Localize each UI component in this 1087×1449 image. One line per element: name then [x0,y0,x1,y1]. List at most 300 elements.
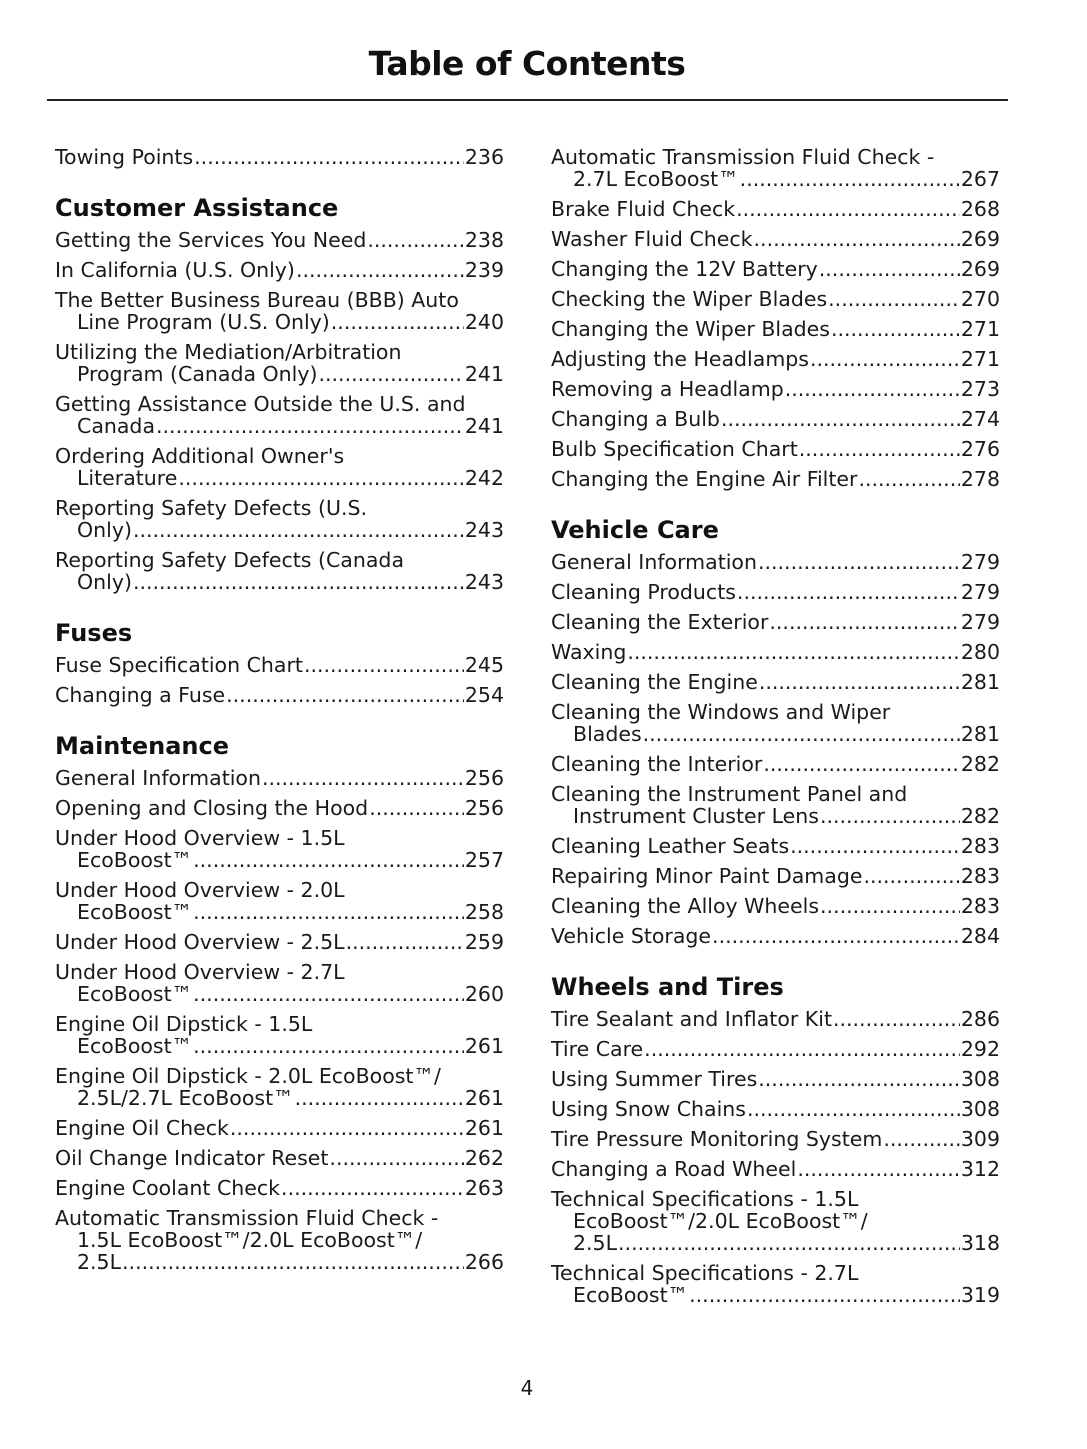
toc-entry[interactable] [55,767,504,789]
toc-entry-title: Tire Sealant and Inflator Kit [551,1007,832,1031]
toc-entry-line [551,228,1000,250]
toc-column-left [55,146,504,1281]
toc-entry[interactable] [55,289,504,333]
toc-entry-title: Reporting Safety Defects (U.S. [55,496,368,520]
dot-leader [799,438,960,460]
toc-entry-title: General Information [551,550,757,574]
toc-entry-page: 308 [960,1067,1000,1091]
toc-entry-page: 281 [960,722,1000,746]
toc-entry-line [55,1035,504,1057]
dot-leader [319,363,464,385]
toc-entry[interactable] [551,228,1000,250]
toc-entry[interactable] [551,551,1000,573]
toc-entry[interactable] [551,701,1000,745]
toc-entry-line [55,684,504,706]
section-heading: Fuses [55,619,133,647]
toc-entry[interactable] [551,1262,1000,1306]
toc-entry[interactable] [551,1008,1000,1030]
toc-entry-line [55,1117,504,1139]
toc-entry-line [551,258,1000,280]
toc-entry-page: 309 [960,1127,1000,1151]
toc-section [55,146,504,168]
toc-entry-line [551,723,1000,745]
dot-leader [194,146,464,168]
toc-entry-line [55,341,504,363]
dot-leader [797,1158,960,1180]
dot-leader [790,835,960,857]
toc-entry-line [55,901,504,923]
toc-entry-title: Cleaning the Instrument Panel and [551,782,908,806]
toc-entry[interactable] [551,1188,1000,1254]
toc-entry-title: Changing the Engine Air Filter [551,467,858,491]
toc-section [551,516,1000,947]
toc-entry-title: Program (Canada Only) [77,362,318,386]
toc-entry-page: 243 [464,518,504,542]
toc-entry-line [55,393,504,415]
toc-entry-page: 259 [464,930,504,954]
toc-entry[interactable] [551,258,1000,280]
toc-entry-title: Opening and Closing the Hood [55,796,369,820]
toc-entry-page: 281 [960,670,1000,694]
toc-entry[interactable] [551,438,1000,460]
toc-entry-line [55,519,504,541]
toc-entry-line [55,363,504,385]
toc-entry-title: Adjusting the Headlamps [551,347,809,371]
toc-entry[interactable] [55,961,504,1005]
toc-entry-page: 256 [464,766,504,790]
toc-entry[interactable] [551,1158,1000,1180]
dot-leader [369,797,464,819]
toc-entry[interactable] [55,341,504,385]
toc-entry-title: Engine Oil Dipstick - 1.5L [55,1012,313,1036]
toc-entry[interactable] [55,654,504,676]
toc-entry-line [551,1098,1000,1120]
dot-leader [329,1147,463,1169]
toc-entry-title: 2.5L [573,1231,618,1255]
toc-entry[interactable] [551,348,1000,370]
toc-entry-line [551,701,1000,723]
dot-leader [721,408,960,430]
toc-entry[interactable] [551,408,1000,430]
toc-entry[interactable] [55,445,504,489]
toc-entry-title: 2.5L [77,1250,122,1274]
toc-entry-title: Getting Assistance Outside the U.S. and [55,392,466,416]
dot-leader [133,571,464,593]
toc-entry-line [551,611,1000,633]
page-number: 4 [520,1376,534,1400]
toc-entry[interactable] [55,393,504,437]
toc-entry-page: 245 [464,653,504,677]
toc-entry-title: Vehicle Storage [551,924,712,948]
toc-section [55,732,504,1273]
dot-leader [833,1008,960,1030]
toc-entry-title: Changing the Wiper Blades [551,317,830,341]
toc-entry-page: 254 [464,683,504,707]
toc-entry-line [551,288,1000,310]
toc-entry-title: General Information [55,766,261,790]
toc-entry-title: Cleaning Products [551,580,736,604]
dot-leader [754,228,960,250]
toc-entry-page: 267 [960,167,1000,191]
toc-entry-title: Washer Fluid Check [551,227,753,251]
toc-entry[interactable] [551,1098,1000,1120]
toc-entry-title: EcoBoost™ [77,982,193,1006]
toc-entry-page: 273 [960,377,1000,401]
toc-entry-line [55,1147,504,1169]
toc-entry-title: EcoBoost™ [573,1283,689,1307]
toc-entry-title: Using Summer Tires [551,1067,758,1091]
toc-entry-title: Engine Oil Dipstick - 2.0L EcoBoost™/ [55,1064,441,1088]
toc-entry-page: 283 [960,894,1000,918]
toc-entry-page: 274 [960,407,1000,431]
toc-entry[interactable] [551,611,1000,633]
toc-entry[interactable] [551,468,1000,490]
toc-entry-page: 284 [960,924,1000,948]
toc-entry-line [55,827,504,849]
toc-entry-line [55,931,504,953]
toc-entry-page: 263 [464,1176,504,1200]
dot-leader [785,378,960,400]
toc-entry-page: 266 [464,1250,504,1274]
toc-entry[interactable] [551,895,1000,917]
toc-entry-title: Cleaning Leather Seats [551,834,790,858]
dot-leader [758,1068,960,1090]
toc-entry-page: 269 [960,257,1000,281]
toc-entry-line [55,654,504,676]
toc-entry-page: 318 [960,1231,1000,1255]
toc-entry-page: 241 [464,414,504,438]
toc-entry-line [55,549,504,571]
toc-entry-title: Canada [77,414,156,438]
toc-entry[interactable] [551,671,1000,693]
toc-entry-title: 1.5L EcoBoost™/2.0L EcoBoost™/ [77,1228,423,1252]
toc-entry-page: 280 [960,640,1000,664]
toc-entry[interactable] [55,931,504,953]
toc-entry-title: 2.7L EcoBoost™ [573,167,739,191]
toc-entry-page: 261 [464,1116,504,1140]
toc-entry-line [55,497,504,519]
toc-entry-page: 239 [464,258,504,282]
toc-entry-title: Ordering Additional Owner's [55,444,345,468]
toc-entry-title: Technical Specifications - 1.5L [551,1187,859,1211]
toc-entry-line [55,1087,504,1109]
toc-entry-title: Cleaning the Alloy Wheels [551,894,820,918]
dot-leader [156,415,464,437]
toc-section [551,146,1000,490]
toc-entry-title: Under Hood Overview - 2.7L [55,960,345,984]
toc-entry-line [551,1158,1000,1180]
toc-entry[interactable] [551,783,1000,827]
toc-entry-title: Line Program (U.S. Only) [77,310,330,334]
toc-entry-title: Cleaning the Interior [551,752,763,776]
toc-entry[interactable] [551,835,1000,857]
toc-entry[interactable] [55,797,504,819]
toc-entry-line [55,879,504,901]
toc-entry-title: Using Snow Chains [551,1097,746,1121]
dot-leader [819,258,960,280]
toc-entry-title: 2.5L/2.7L EcoBoost™ [77,1086,294,1110]
toc-entry[interactable] [551,1038,1000,1060]
toc-entry[interactable] [551,925,1000,947]
dot-leader [858,468,959,490]
toc-entry-title: Instrument Cluster Lens [573,804,819,828]
toc-entry-line [551,1008,1000,1030]
toc-entry-line [551,408,1000,430]
toc-entry-line [551,551,1000,573]
toc-entry-line [55,229,504,251]
toc-entry-title: Automatic Transmission Fluid Check - [551,145,935,169]
toc-entry-title: Removing a Headlamp [551,377,784,401]
section-heading: Vehicle Care [551,516,719,544]
toc-entry-page: 243 [464,570,504,594]
toc-entry[interactable] [551,581,1000,603]
toc-entry-page: 271 [960,347,1000,371]
toc-entry-line [55,1251,504,1273]
dot-leader [763,753,960,775]
toc-entry-line [551,1128,1000,1150]
toc-entry-line [55,571,504,593]
toc-entry-page: 276 [960,437,1000,461]
toc-entry-line [55,849,504,871]
toc-entry-title: Under Hood Overview - 1.5L [55,826,345,850]
toc-entry-page: 279 [960,610,1000,634]
toc-entry-page: 256 [464,796,504,820]
toc-entry-title: Tire Care [551,1037,644,1061]
toc-entry-title: The Better Business Bureau (BBB) Auto [55,288,459,312]
toc-entry[interactable] [551,865,1000,887]
toc-entry-line [551,641,1000,663]
toc-entry[interactable] [55,1065,504,1109]
toc-entry-page: 278 [960,467,1000,491]
toc-entry-title: EcoBoost™ [77,900,193,924]
dot-leader [281,1177,464,1199]
dot-leader [863,865,959,887]
dot-leader [810,348,960,370]
toc-entry-page: 283 [960,864,1000,888]
toc-entry-page: 282 [960,804,1000,828]
dot-leader [178,467,463,489]
toc-entry[interactable] [55,259,504,281]
toc-entry-page: 260 [464,982,504,1006]
dot-leader [643,723,960,745]
toc-entry-page: 261 [464,1086,504,1110]
toc-entry-line [551,1210,1000,1232]
dot-leader [759,671,960,693]
toc-entry-page: 242 [464,466,504,490]
toc-entry-title: Checking the Wiper Blades [551,287,828,311]
toc-entry-line [551,468,1000,490]
dot-leader [820,805,960,827]
toc-entry-line [551,438,1000,460]
toc-entry[interactable] [551,198,1000,220]
toc-entry-line [55,961,504,983]
toc-entry-line [55,767,504,789]
toc-entry-title: Automatic Transmission Fluid Check - [55,1206,439,1230]
toc-entry-title: Utilizing the Mediation/Arbitration [55,340,402,364]
toc-entry[interactable] [551,378,1000,400]
toc-entry-title: In California (U.S. Only) [55,258,295,282]
toc-entry-line [551,1262,1000,1284]
toc-entry-line [55,1177,504,1199]
toc-entry-title: Under Hood Overview - 2.0L [55,878,345,902]
dot-leader [831,318,960,340]
toc-entry-title: Changing a Bulb [551,407,720,431]
dot-leader [758,551,960,573]
toc-entry[interactable] [55,1207,504,1273]
toc-entry[interactable] [551,641,1000,663]
toc-entry-line [55,146,504,168]
toc-entry-page: 268 [960,197,1000,221]
toc-entry-title: Reporting Safety Defects (Canada [55,548,405,572]
toc-entry[interactable] [551,288,1000,310]
toc-entry-line [551,783,1000,805]
toc-entry-line [551,1068,1000,1090]
toc-entry[interactable] [551,753,1000,775]
toc-entry-line [55,1013,504,1035]
dot-leader [133,519,464,541]
toc-entry-title: Changing a Road Wheel [551,1157,797,1181]
toc-entry-title: EcoBoost™ [77,848,193,872]
toc-entry-title: Waxing [551,640,627,664]
toc-entry-line [551,378,1000,400]
toc-entry-title: Changing the 12V Battery [551,257,818,281]
toc-entry[interactable] [55,879,504,923]
toc-entry[interactable] [551,146,1000,190]
toc-entry-title: Blades [573,722,642,746]
dot-leader [193,849,464,871]
dot-leader [226,684,464,706]
toc-entry-page: 261 [464,1034,504,1058]
toc-section [55,619,504,706]
dot-leader [769,611,959,633]
toc-entry-page: 241 [464,362,504,386]
toc-entry-line [551,865,1000,887]
toc-entry-line [55,1229,504,1251]
section-heading: Customer Assistance [55,194,339,222]
toc-entry-page: 269 [960,227,1000,251]
toc-entry-line [55,983,504,1005]
toc-entry-title: Cleaning the Windows and Wiper [551,700,891,724]
toc-entry[interactable] [551,1068,1000,1090]
toc-entry[interactable] [551,318,1000,340]
toc-entry-line [551,348,1000,370]
toc-entry[interactable] [55,1117,504,1139]
dot-leader [193,1035,464,1057]
toc-entry-title: Fuse Specification Chart [55,653,303,677]
toc-entry-line [55,797,504,819]
toc-entry-line [551,146,1000,168]
toc-entry-title: Brake Fluid Check [551,197,736,221]
dot-leader [737,581,960,603]
toc-entry[interactable] [55,1013,504,1057]
toc-entry[interactable] [55,1177,504,1199]
toc-entry-page: 279 [960,580,1000,604]
toc-entry-title: Cleaning the Engine [551,670,758,694]
dot-leader [367,229,464,251]
toc-entry-title: Getting the Services You Need [55,228,367,252]
toc-entry-title: EcoBoost™/2.0L EcoBoost™/ [573,1209,868,1233]
dot-leader [295,1087,464,1109]
toc-entry[interactable] [55,146,504,168]
toc-entry-page: 270 [960,287,1000,311]
toc-entry-page: 271 [960,317,1000,341]
toc-entry-page: 286 [960,1007,1000,1031]
toc-entry-page: 308 [960,1097,1000,1121]
toc-entry-line [55,311,504,333]
toc-entry[interactable] [551,1128,1000,1150]
toc-entry-title: Bulb Specification Chart [551,437,798,461]
toc-entry-page: 236 [464,145,504,169]
toc-entry[interactable] [55,827,504,871]
toc-entry[interactable] [55,497,504,541]
dot-leader [193,983,464,1005]
toc-entry-line [551,805,1000,827]
toc-entry-line [551,895,1000,917]
dot-leader [193,901,464,923]
toc-entry-line [551,1284,1000,1306]
toc-entry-page: 312 [960,1157,1000,1181]
dot-leader [883,1128,960,1150]
toc-entry-line [551,168,1000,190]
dot-leader [331,311,464,333]
toc-entry-page: 319 [960,1283,1000,1307]
toc-entry[interactable] [55,684,504,706]
toc-entry-line [55,415,504,437]
dot-leader [712,925,960,947]
toc-entry-page: 283 [960,834,1000,858]
toc-section [551,973,1000,1306]
toc-entry[interactable] [55,229,504,251]
toc-entry-line [55,289,504,311]
dot-leader [346,931,464,953]
toc-entry-line [551,1232,1000,1254]
toc-entry-line [55,1207,504,1229]
toc-entry-title: Engine Oil Check [55,1116,229,1140]
toc-entry[interactable] [55,549,504,593]
toc-entry-title: EcoBoost™ [77,1034,193,1058]
toc-section [55,194,504,593]
toc-entry-line [551,835,1000,857]
toc-entry-line [55,259,504,281]
toc-entry-page: 238 [464,228,504,252]
toc-entry-page: 257 [464,848,504,872]
toc-entry-title: Engine Coolant Check [55,1176,281,1200]
toc-column-right [551,146,1000,1314]
dot-leader [736,198,960,220]
dot-leader [820,895,960,917]
section-heading: Maintenance [55,732,230,760]
toc-entry-page: 258 [464,900,504,924]
toc-entry-line [551,753,1000,775]
dot-leader [828,288,960,310]
toc-entry-page: 262 [464,1146,504,1170]
dot-leader [304,654,464,676]
dot-leader [122,1251,464,1273]
page-title: Table of Contents [368,44,686,83]
toc-entry-line [551,671,1000,693]
dot-leader [740,168,960,190]
toc-entry-line [551,1188,1000,1210]
toc-entry[interactable] [55,1147,504,1169]
toc-entry-title: Only) [77,570,132,594]
toc-entry-title: Changing a Fuse [55,683,226,707]
section-heading: Wheels and Tires [551,973,784,1001]
toc-entry-line [551,581,1000,603]
title-divider [47,99,1008,101]
toc-entry-title: Under Hood Overview - 2.5L [55,930,345,954]
toc-entry-line [55,445,504,467]
toc-entry-page: 282 [960,752,1000,776]
